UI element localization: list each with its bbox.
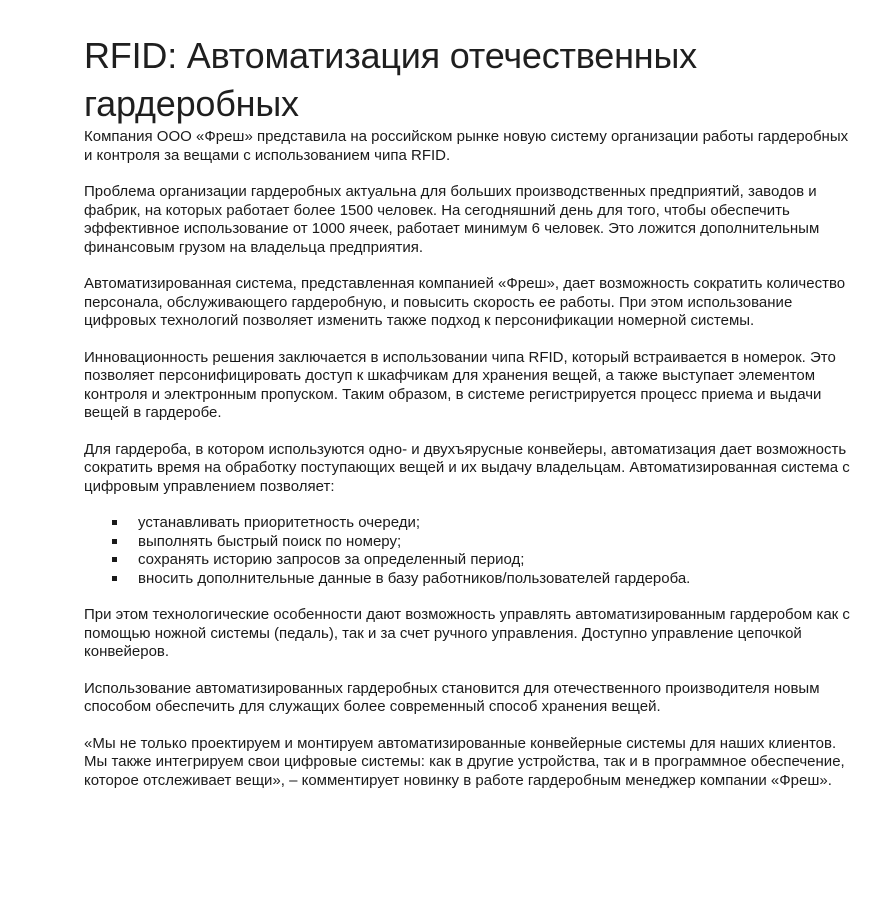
- list-item-text: вносить дополнительные данные в базу работников/пользователей гардероба.: [138, 569, 691, 587]
- document-page: [84, 32, 854, 808]
- title-line-1: RFID: Автоматизация отечественных: [84, 35, 697, 76]
- feature-list: [84, 514, 854, 588]
- list-item: [112, 551, 854, 570]
- paragraph-innovation: Инновационность решения заключается в использовании чипа RFID, который встраивается в номерок. Это позволяет персонифицировать доступ к шкафчикам для хранения вещей, а также выступает элементом контроля и электронным пропуском. Таким образом, в системе регистрируется процесс приема и выдачи вещей в гардеробе.: [84, 348, 836, 421]
- paragraph-intro: Компания ООО «Фреш» представила на российском рынке новую систему организации работы гардеробных и контроля за вещами с использованием чипа RFID.: [84, 128, 849, 164]
- document-title: [84, 32, 854, 128]
- list-item: [112, 570, 854, 589]
- paragraph-problem: Проблема организации гардеробных актуальна для больших производственных предприятий, заводов и фабрик, на которых работает более 1500 человек. На сегодняшний день для того, чтобы обеспечить эффективное использование от 1000 ячеек, работает минимум 6 человек. Это ложится дополнительным финансовым грузом на владельца предприятия.: [84, 183, 820, 256]
- title-line-2: гардеробных: [84, 83, 299, 124]
- paragraph-usage: Использование автоматизированных гардеробных становится для отечественного производителя новым способом обеспечить для служащих более современный способ хранения вещей.: [84, 679, 820, 715]
- bullet-square-icon: [112, 557, 117, 562]
- paragraph-system: Автоматизированная система, представленная компанией «Фреш», дает возможность сократить количество персонала, обслуживающего гардеробную, и повысить скорость ее работы. При этом использование цифровых технологий позволяет изменить также подход к персонификации номерной системы.: [84, 275, 846, 329]
- list-item-text: выполнять быстрый поиск по номеру;: [138, 532, 402, 550]
- paragraph-conveyors: Для гардероба, в котором используются одно- и двухъярусные конвейеры, автоматизация дает возможность сократить время на обработку поступающих вещей и их выдачу владельцам. Автоматизированная система с цифровым управлением позволяет:: [84, 440, 850, 495]
- bullet-square-icon: [112, 520, 117, 525]
- paragraph-quote: «Мы не только проектируем и монтируем автоматизированные конвейерные системы для наших клиентов. Мы также интегрируем свои цифровые системы: как в другие устройства, так и в программное обеспечение, которое отслеживает вещи», – комментирует новинку в работе гардеробным менеджер компании «Фреш».: [84, 734, 845, 789]
- list-item: [112, 533, 854, 552]
- list-item-text: устанавливать приоритетность очереди;: [138, 514, 421, 531]
- bullet-square-icon: [112, 539, 117, 544]
- paragraph-control: При этом технологические особенности дают возможность управлять автоматизированным гардеробом как с помощью ножной системы (педаль), так и за счет ручного управления. Доступно управление цепочкой конвейеров.: [84, 606, 850, 660]
- list-item-text: сохранять историю запросов за определенный период;: [138, 551, 525, 568]
- list-item: [112, 514, 854, 533]
- bullet-square-icon: [112, 576, 117, 581]
